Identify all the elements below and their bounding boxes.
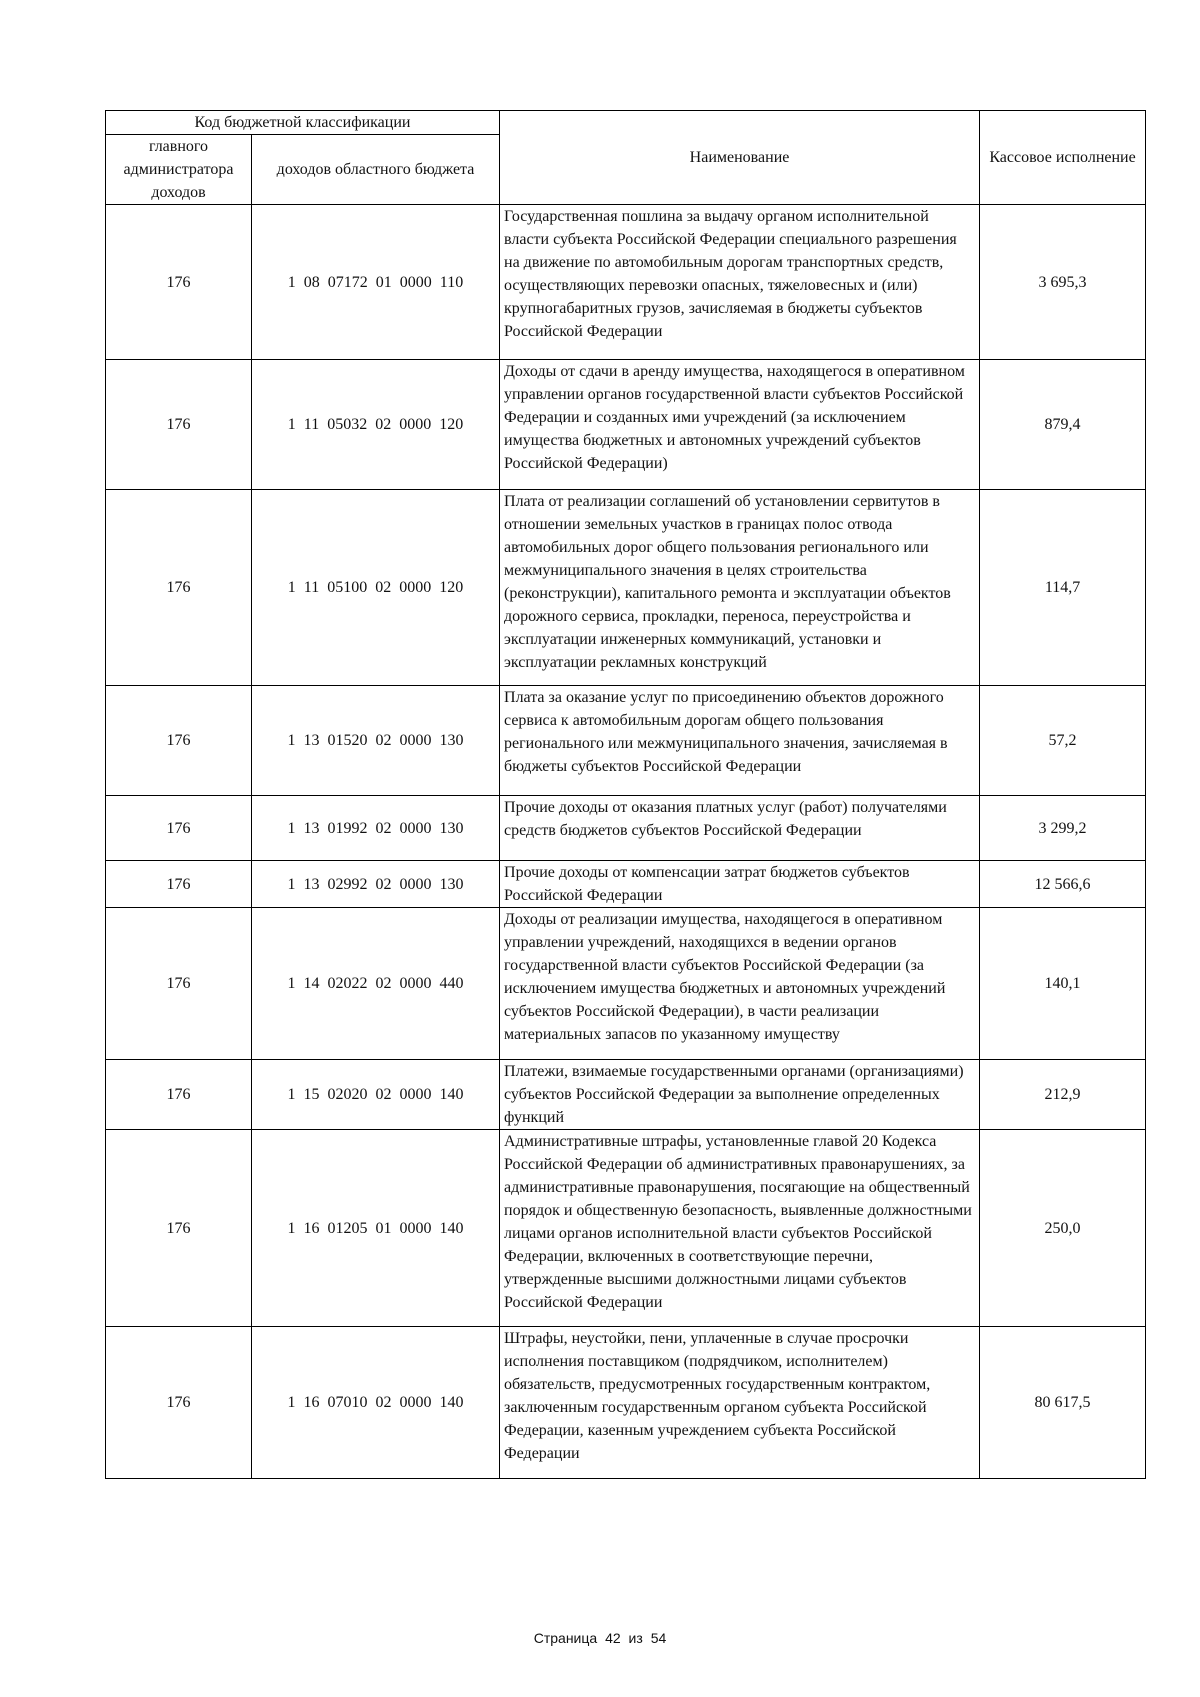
cell-admin-code: 176 (106, 686, 252, 796)
cell-income-name: Доходы от сдачи в аренду имущества, находящегося в оперативном управлении органов государственной власти субъектов Российской Федерации и созданных ими учреждений (за исключением имущества бюджетных и автономных учреждений субъектов Российской Федерации) (500, 360, 980, 490)
table-body (106, 205, 1146, 1479)
table-header (106, 111, 1146, 205)
cell-admin-code: 176 (106, 796, 252, 861)
table-row (106, 796, 1146, 861)
page-footer (0, 1630, 1200, 1646)
cell-income-code: 1 16 01205 01 0000 140 (252, 1130, 500, 1327)
table-row (106, 1327, 1146, 1479)
cell-admin-code: 176 (106, 490, 252, 686)
table-row (106, 908, 1146, 1060)
cell-income-code: 1 13 01992 02 0000 130 (252, 796, 500, 861)
cell-income-code: 1 15 02020 02 0000 140 (252, 1060, 500, 1130)
cell-admin-code: 176 (106, 1060, 252, 1130)
header-name: Наименование (500, 111, 980, 205)
page-separator: из (628, 1630, 643, 1646)
cell-admin-code: 176 (106, 205, 252, 360)
cell-cash-execution: 212,9 (980, 1060, 1146, 1130)
cell-admin-code: 176 (106, 360, 252, 490)
table-row (106, 686, 1146, 796)
cell-cash-execution: 140,1 (980, 908, 1146, 1060)
table-row (106, 1130, 1146, 1327)
header-regional-budget-income: доходов областного бюджета (252, 135, 500, 205)
cell-income-name: Доходы от реализации имущества, находящегося в оперативном управлении учреждений, находящихся в ведении органов государственной власти субъектов Российской Федерации (за исключением имущества бюджетных и автономных учреждений субъектов Российской Федерации), в части реализации материальных запасов по указанному имуществу (500, 908, 980, 1060)
cell-income-code: 1 08 07172 01 0000 110 (252, 205, 500, 360)
cell-cash-execution: 3 299,2 (980, 796, 1146, 861)
cell-income-name: Государственная пошлина за выдачу органом исполнительной власти субъекта Российской Федерации специального разрешения на движение по автомобильным дорогам транспортных средств, осуществляющих перевозки опасных, тяжеловесных и (или) крупногабаритных грузов, зачисляемая в бюджеты субъектов Российской Федерации (500, 205, 980, 360)
cell-cash-execution: 12 566,6 (980, 861, 1146, 908)
cell-income-code: 1 11 05100 02 0000 120 (252, 490, 500, 686)
cell-cash-execution: 114,7 (980, 490, 1146, 686)
cell-income-name: Плата за оказание услуг по присоединению объектов дорожного сервиса к автомобильным дорогам общего пользования регионального или межмуниципального значения, зачисляемая в бюджеты субъектов Российской Федерации (500, 686, 980, 796)
cell-cash-execution: 57,2 (980, 686, 1146, 796)
cell-income-code: 1 13 02992 02 0000 130 (252, 861, 500, 908)
table-row (106, 360, 1146, 490)
cell-cash-execution: 80 617,5 (980, 1327, 1146, 1479)
cell-income-name: Прочие доходы от оказания платных услуг (работ) получателями средств бюджетов субъектов Российской Федерации (500, 796, 980, 861)
header-main-administrator: главного администратора доходов (106, 135, 252, 205)
budget-income-table (105, 110, 1146, 1479)
cell-income-code: 1 16 07010 02 0000 140 (252, 1327, 500, 1479)
header-cash-execution: Кассовое исполнение (980, 111, 1146, 205)
cell-income-name: Штрафы, неустойки, пени, уплаченные в случае просрочки исполнения поставщиком (подрядчиком, исполнителем) обязательств, предусмотренных государственным контрактом, заключенным государственным органом субъекта Российской Федерации, казенным учреждением субъекта Российской Федерации (500, 1327, 980, 1479)
page-current: 42 (605, 1630, 621, 1646)
cell-cash-execution: 3 695,3 (980, 205, 1146, 360)
cell-income-name: Административные штрафы, установленные главой 20 Кодекса Российской Федерации об административных правонарушениях, за административные правонарушения, посягающие на общественный порядок и общественную безопасность, выявленные должностными лицами органов исполнительной власти субъектов Российской Федерации, включенных в соответствующие перечни, утвержденные высшими должностными лицами субъектов Российской Федерации (500, 1130, 980, 1327)
cell-income-name: Плата от реализации соглашений об установлении сервитутов в отношении земельных участков в границах полос отвода автомобильных дорог общего пользования регионального или межмуниципального значения в целях строительства (реконструкции), капитального ремонта и эксплуатации объектов дорожного сервиса, прокладки, переноса, переустройства и эксплуатации инженерных коммуникаций, установки и эксплуатации рекламных конструкций (500, 490, 980, 686)
cell-admin-code: 176 (106, 908, 252, 1060)
page-label: Страница (533, 1630, 598, 1646)
cell-income-code: 1 13 01520 02 0000 130 (252, 686, 500, 796)
header-budget-classification-code: Код бюджетной классификации (106, 111, 500, 135)
cell-admin-code: 176 (106, 1130, 252, 1327)
table-row (106, 205, 1146, 360)
table-row (106, 490, 1146, 686)
table-row (106, 1060, 1146, 1130)
cell-cash-execution: 250,0 (980, 1130, 1146, 1327)
page-total: 54 (650, 1630, 667, 1646)
cell-admin-code: 176 (106, 861, 252, 908)
cell-income-name: Платежи, взимаемые государственными органами (организациями) субъектов Российской Федерации за выполнение определенных функций (500, 1060, 980, 1130)
cell-cash-execution: 879,4 (980, 360, 1146, 490)
cell-income-code: 1 14 02022 02 0000 440 (252, 908, 500, 1060)
table-row (106, 861, 1146, 908)
cell-income-name: Прочие доходы от компенсации затрат бюджетов субъектов Российской Федерации (500, 861, 980, 908)
cell-admin-code: 176 (106, 1327, 252, 1479)
cell-income-code: 1 11 05032 02 0000 120 (252, 360, 500, 490)
